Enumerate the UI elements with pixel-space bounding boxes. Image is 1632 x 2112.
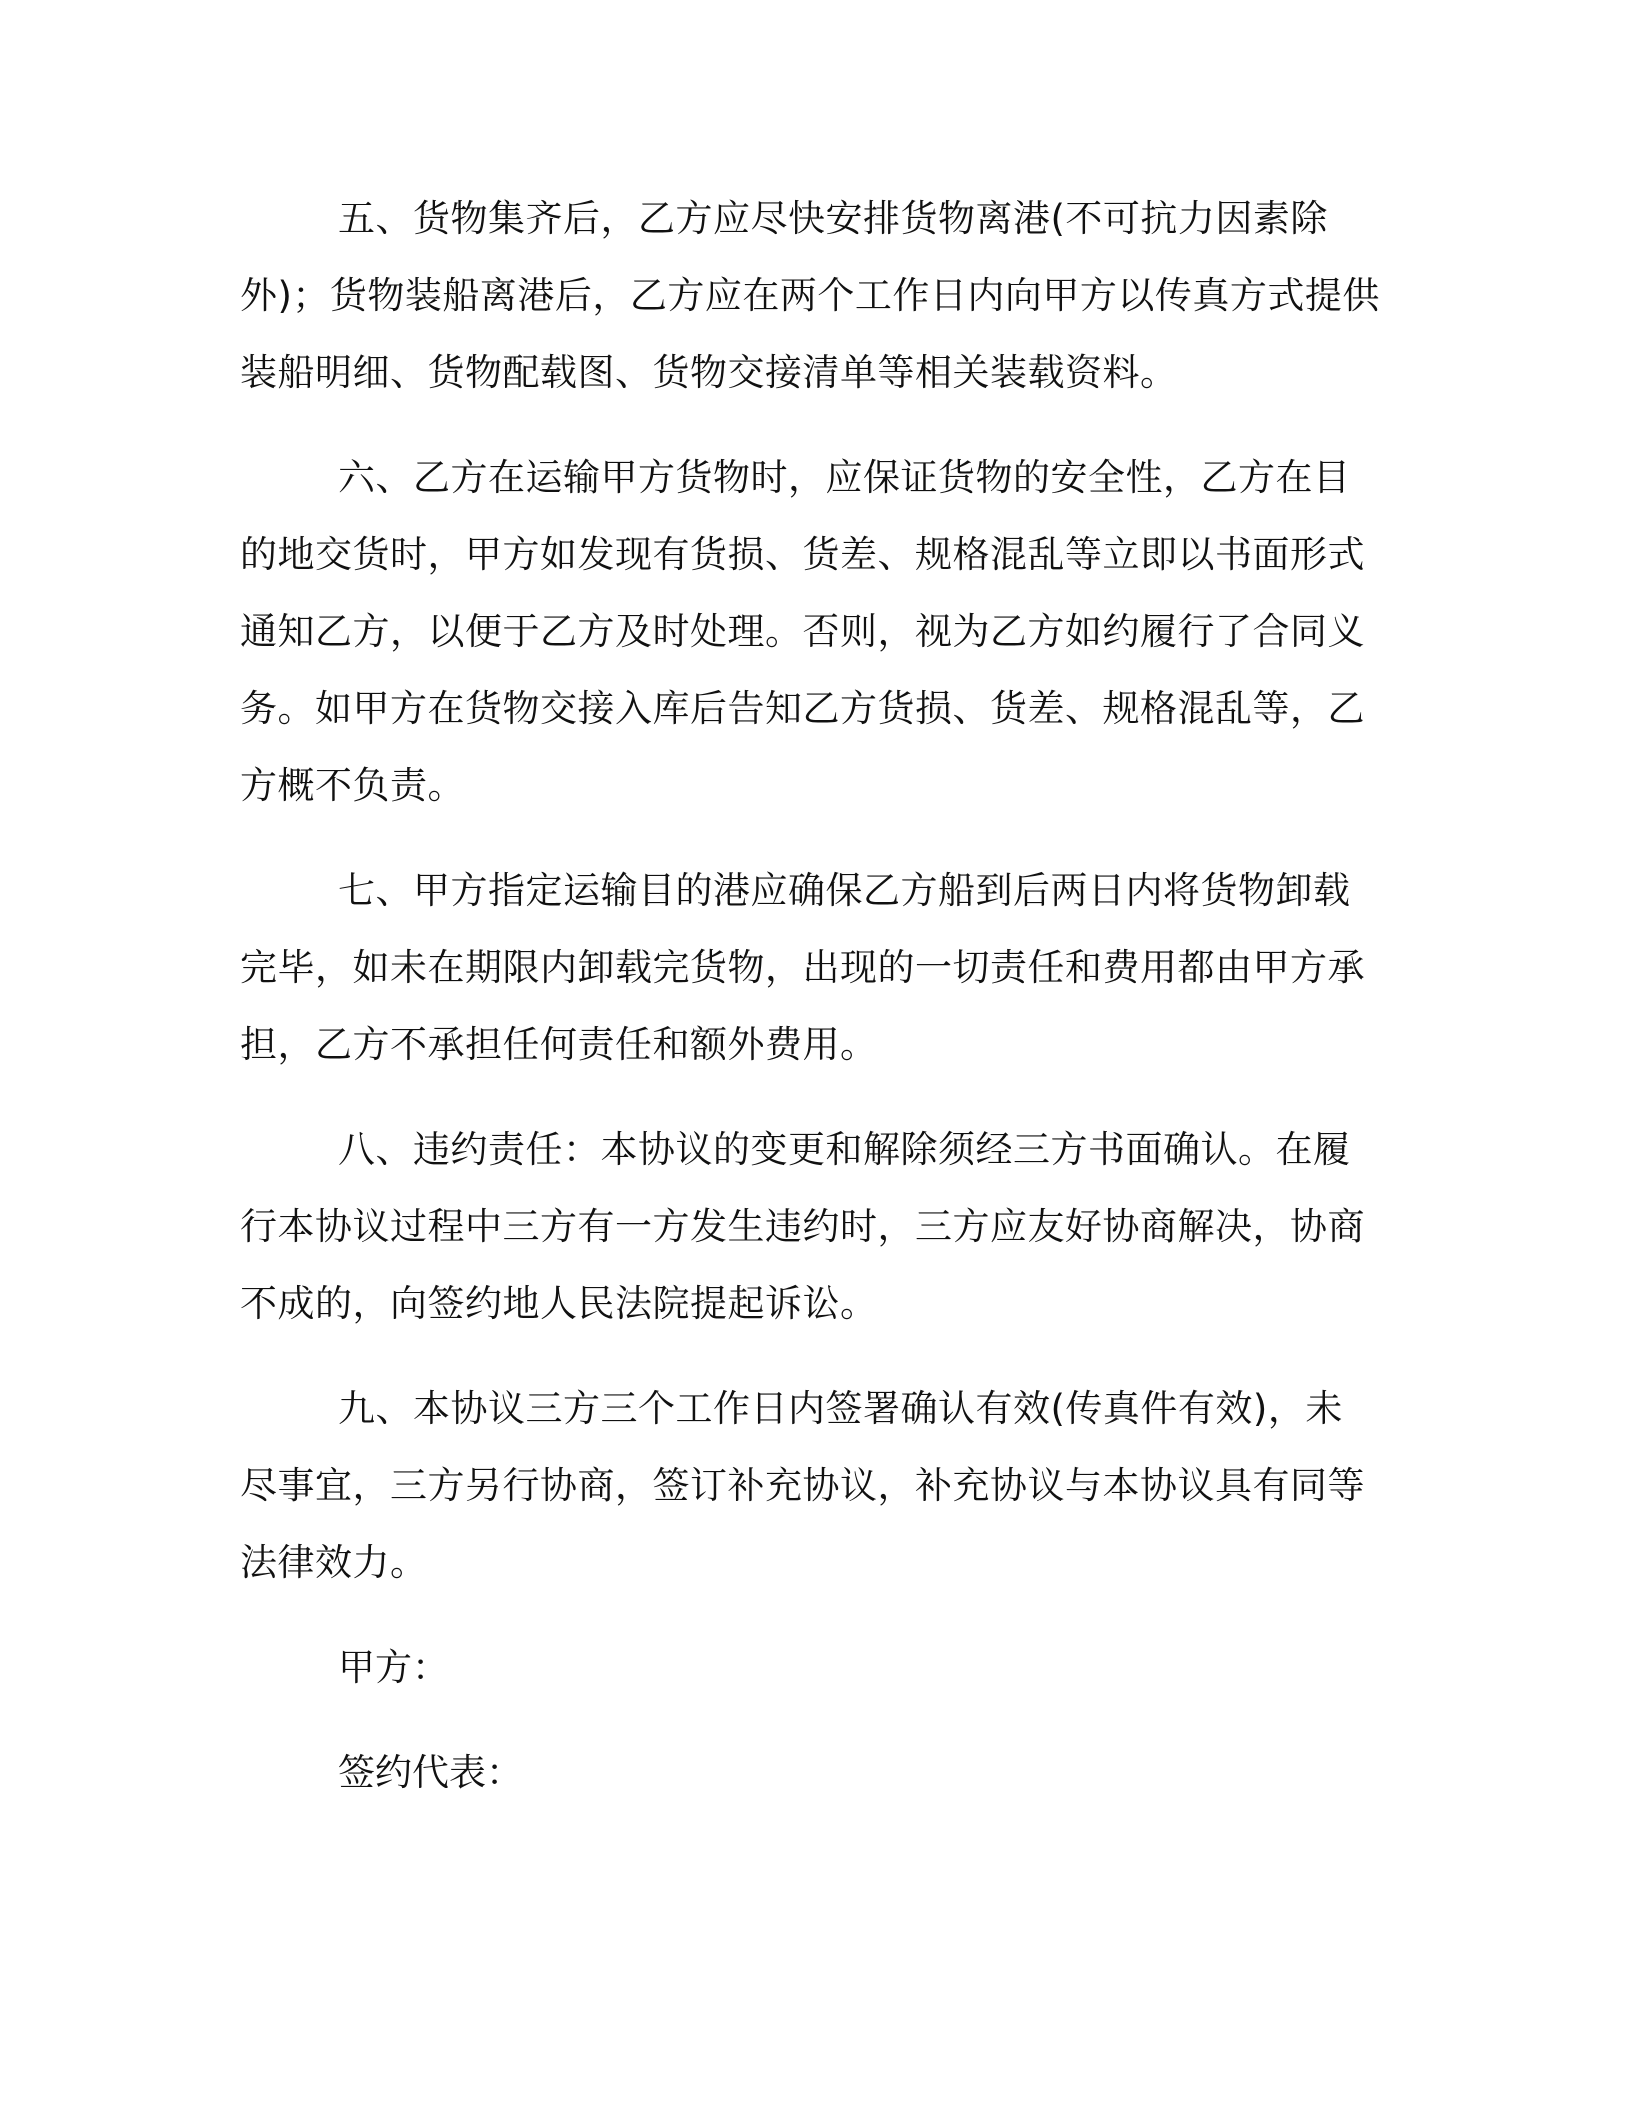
signature-party-a: 甲方： [338, 1646, 449, 1689]
document-body [240, 180, 1380, 1839]
clause-9: 九、本协议三方三个工作日内签署确认有效(传真件有效)，未尽事宜，三方另行协商，签订补充协议，补充协议与本协议具有同等法律效力。 [240, 1387, 1365, 1584]
signature-representative: 签约代表： [338, 1751, 523, 1794]
clause-7: 七、甲方指定运输目的港应确保乙方船到后两日内将货物卸载完毕，如未在期限内卸载完货物，出现的一切责任和费用都由甲方承担，乙方不承担任何责任和额外费用。 [240, 869, 1365, 1066]
clause-6: 六、乙方在运输甲方货物时，应保证货物的安全性，乙方在目的地交货时，甲方如发现有货损、货差、规格混乱等立即以书面形式通知乙方，以便于乙方及时处理。否则，视为乙方如约履行了合同义务。如甲方在货物交接入库后告知乙方货损、货差、规格混乱等，乙方概不负责。 [240, 456, 1365, 807]
clause-5: 五、货物集齐后，乙方应尽快安排货物离港(不可抗力因素除外)；货物装船离港后，乙方应在两个工作日内向甲方以传真方式提供装船明细、货物配载图、货物交接清单等相关装载资料。 [240, 197, 1380, 394]
clause-8: 八、违约责任：本协议的变更和解除须经三方书面确认。在履行本协议过程中三方有一方发生违约时，三方应友好协商解决，协商不成的，向签约地人民法院提起诉讼。 [240, 1128, 1365, 1325]
